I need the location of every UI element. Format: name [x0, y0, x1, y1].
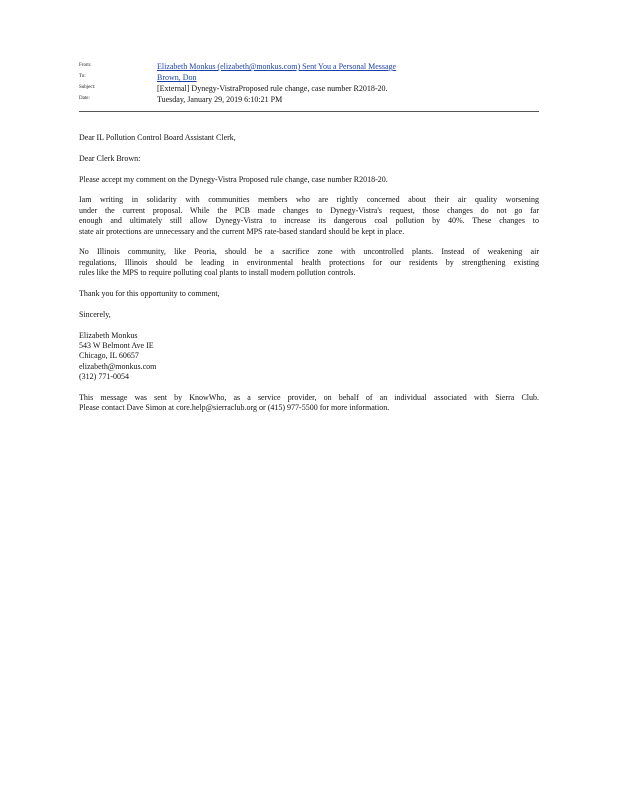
- date-label: Date:: [79, 96, 90, 101]
- paragraph-line: under the current proposal. While the PCB made changes to Dynegy-Vistra's request, those changes do not go far: [79, 205, 539, 215]
- header-from-row: [79, 62, 539, 72]
- signature-block: [79, 331, 539, 383]
- header-subject-row: [79, 84, 539, 94]
- paragraph-line: state air protections are unnecessary and the current MPS rate-based standard should be kept in place.: [79, 226, 405, 236]
- to-label: To:: [79, 74, 86, 79]
- paragraph-line: enough and ultimately still allow Dynegy-Vistra to increase its dangerous coal pollution by 40%. These changes to: [79, 216, 539, 226]
- signature-phone: (312) 771-0054: [79, 372, 129, 382]
- from-value[interactable]: Elizabeth Monkus (elizabeth@monkus.com) Sent You a Personal Message: [157, 62, 397, 71]
- paragraph-line: rules like the MPS to require polluting coal plants to install modern pollution controls.: [79, 268, 356, 278]
- header-date-row: [79, 95, 539, 105]
- header-divider: [79, 111, 539, 112]
- footer-line: This message was sent by KnowWho, as a service provider, on behalf of an individual associated with Sierra Club.: [79, 393, 539, 403]
- paragraph-line: No Illinois community, like Peoria, should be a sacrifice zone with uncontrolled plants. Instead of weakening air: [79, 247, 539, 257]
- paragraph-community: [79, 247, 539, 278]
- subject-label: Subject:: [79, 85, 96, 90]
- paragraph-line: Iam writing in solidarity with communities members who are rightly concerned about their air quality worsening: [79, 195, 539, 205]
- email-body: [79, 133, 539, 424]
- subject-value: [External] Dynegy-VistraProposed rule change, case number R2018-20.: [157, 84, 388, 93]
- header-to-row: [79, 73, 539, 83]
- closing-line: Sincerely,: [79, 309, 111, 319]
- signature-email: elizabeth@monkus.com: [79, 361, 157, 371]
- comment-intro: Please accept my comment on the Dynegy-Vistra Proposed rule change, case number R2018-20.: [79, 174, 388, 184]
- signature-address: 543 W Belmont Ave IE: [79, 341, 154, 351]
- salutation-brown: Dear Clerk Brown:: [79, 153, 141, 163]
- signature-city: Chicago, IL 60657: [79, 351, 139, 361]
- signature-name: Elizabeth Monkus: [79, 330, 138, 340]
- salutation-clerk: Dear IL Pollution Control Board Assistant Clerk,: [79, 133, 236, 142]
- to-value[interactable]: Brown, Don: [157, 73, 197, 82]
- from-label: From:: [79, 63, 92, 68]
- paragraph-solidarity: [79, 195, 539, 237]
- footer-notice: [79, 393, 539, 414]
- footer-line: Please contact Dave Simon at core.help@sierraclub.org or (415) 977-5500 for more information.: [79, 403, 390, 413]
- date-value: Tuesday, January 29, 2019 6:10:21 PM: [157, 95, 283, 104]
- paragraph-line: regulations, Illinois should be leading in environmental health protections for our residents by strengthening existing: [79, 257, 539, 267]
- thanks-line: Thank you for this opportunity to comment,: [79, 289, 220, 299]
